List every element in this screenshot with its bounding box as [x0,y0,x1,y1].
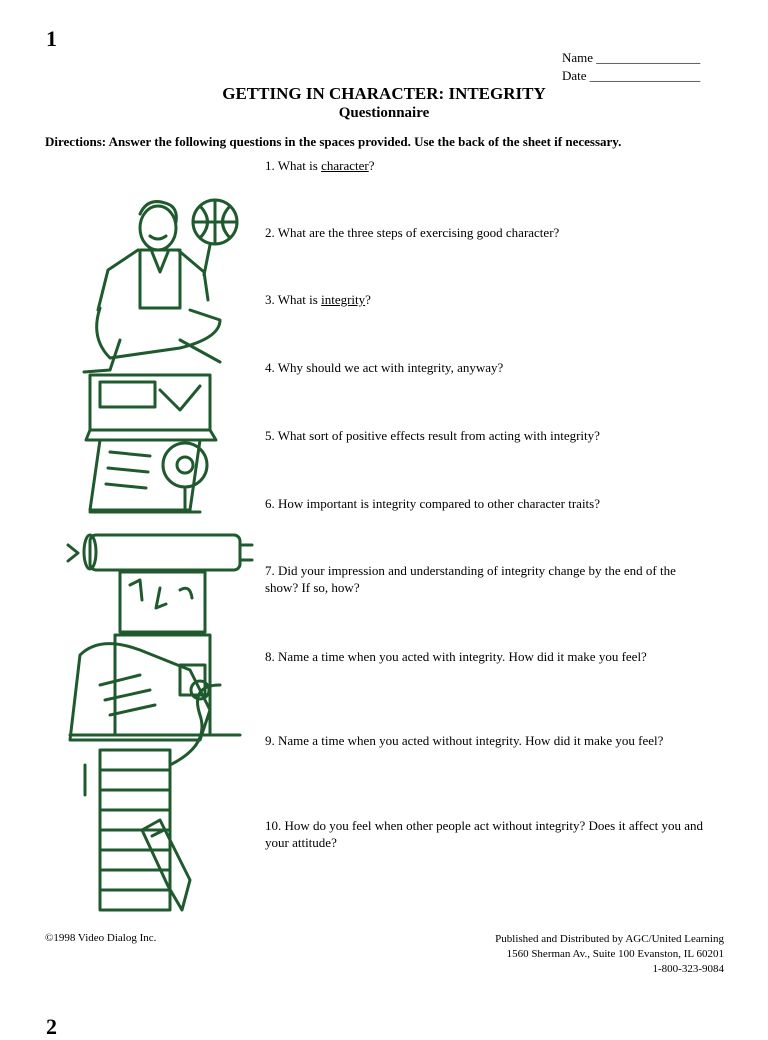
next-page-number: 2 [46,1014,57,1039]
question-8: 8. Name a time when you acted with integrity. How did it make you feel? [265,649,647,664]
document-title: GETTING IN CHARACTER: INTEGRITY [222,84,546,103]
question-3: 3. What is integrity? [265,292,371,307]
copyright-text: ©1998 Video Dialog Inc. [45,932,157,944]
can-with-cord [85,685,220,910]
question-9: 9. Name a time when you acted without integrity. How did it make you feel? [265,733,664,748]
document-subtitle: Questionnaire [338,105,430,121]
flower [163,443,207,512]
calculator [120,572,205,632]
question-7: 7. Did your impression and understanding of integrity change by the end of the show? If so, how? [265,563,676,595]
date-field-label: Date _________________ [562,68,701,83]
register-box [86,375,216,440]
question-4: 4. Why should we act with integrity, anyway? [265,360,504,375]
publisher-line-2: 1560 Sherman Av., Suite 100 Evanston, IL 60201 [506,948,724,960]
directions-text: Directions: Answer the following questions in the spaces provided. Use the back of the sheet if necessary. [45,134,622,149]
name-field-label: Name ________________ [562,50,701,65]
character-stack-illustration [60,190,260,915]
boy-figure [84,200,237,372]
page-number: 1 [46,26,57,51]
question-10: 10. How do you feel when other people act without integrity? Does it affect you and your attitude? [265,818,704,850]
publisher-line-3: 1-800-323-9084 [652,963,724,975]
sneaker [70,635,240,740]
camera-tube [68,535,252,570]
question-1: 1. What is character? [265,158,375,173]
question-2: 2. What are the three steps of exercising good character? [265,225,560,240]
term-character: character [321,158,369,173]
pencil [142,820,190,910]
question-5: 5. What sort of positive effects result from acting with integrity? [265,428,600,443]
question-6: 6. How important is integrity compared to other character traits? [265,496,600,511]
publisher-line-1: Published and Distributed by AGC/United Learning [495,933,724,945]
term-integrity: integrity [321,292,366,307]
publisher-info [495,932,724,977]
